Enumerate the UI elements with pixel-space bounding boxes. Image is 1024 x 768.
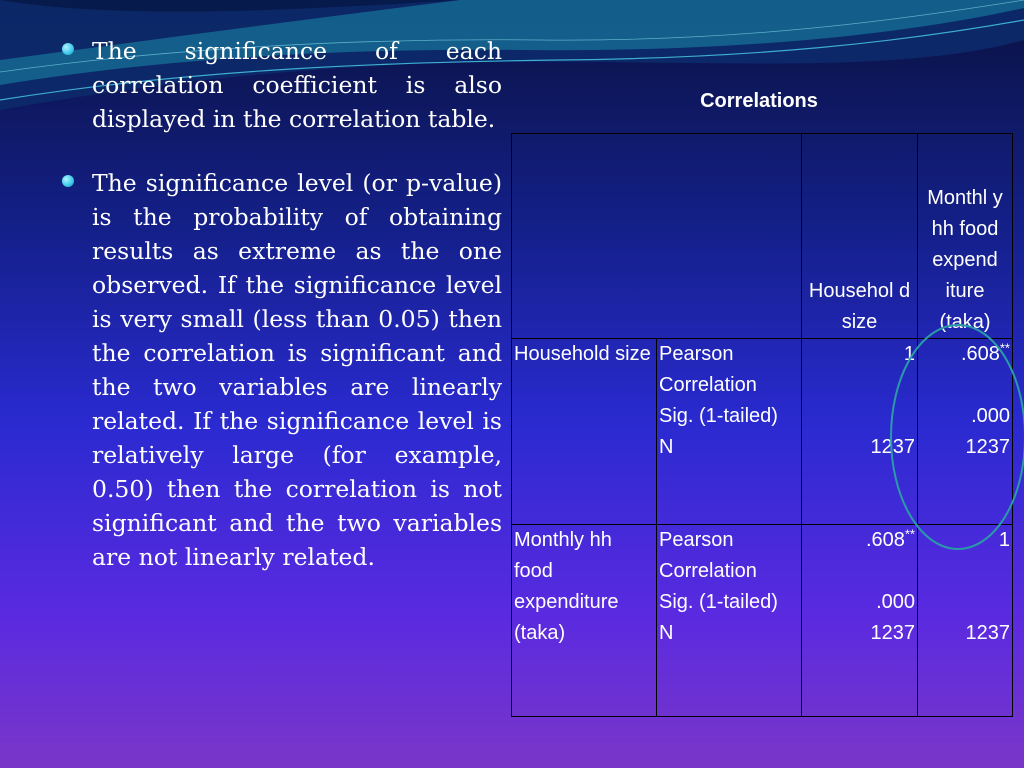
stat-label: N xyxy=(659,622,674,644)
table-row xyxy=(512,339,1013,525)
row-label: Household size xyxy=(512,339,657,525)
sig-value: .000 xyxy=(876,591,915,613)
n-value: 1237 xyxy=(965,436,1010,458)
significance-mark: ** xyxy=(904,526,915,542)
cell-values xyxy=(918,525,1013,717)
table-row xyxy=(512,525,1013,717)
pearson-value xyxy=(804,525,915,556)
bullet-list xyxy=(62,34,502,604)
cell-values xyxy=(802,339,918,525)
spacer xyxy=(804,401,915,432)
cell-values xyxy=(802,525,918,717)
pearson-value: 1 xyxy=(903,343,915,365)
header-monthly-food-expenditure: Monthl y hh food expend iture (taka) xyxy=(918,134,1013,339)
pearson-value: 1 xyxy=(998,529,1010,551)
pearson-text: .608 xyxy=(960,343,1000,365)
n-value: 1237 xyxy=(870,436,915,458)
spacer xyxy=(804,556,915,587)
stat-label: N xyxy=(659,436,674,458)
bullet-text: The significance level (or p-value) is the probability of obtaining results as extreme as the one observed. If the significance level is very small (less than 0.05) then the correlation is significant and the two variables are linearly related. If the significance level is relatively large (for example, 0.50) then the correlation is not significant and the two variables are not linearly related. xyxy=(92,169,502,571)
stat-label: Pearson Correlation xyxy=(659,343,757,396)
pearson-text: .608 xyxy=(865,529,905,551)
sig-value: .000 xyxy=(971,405,1010,427)
bullet-icon xyxy=(62,43,74,55)
bullet-text: The significance of each correlation coefficient is also displayed in the correlation table. xyxy=(92,37,502,133)
table-header-row xyxy=(512,134,1013,339)
stat-labels xyxy=(657,339,802,525)
n-value: 1237 xyxy=(965,622,1010,644)
significance-mark: ** xyxy=(999,340,1010,356)
bullet-item xyxy=(62,34,502,136)
stat-label: Pearson Correlation xyxy=(659,529,757,582)
sig-value xyxy=(920,587,1010,618)
header-household-size: Househol d size xyxy=(802,134,918,339)
pearson-value xyxy=(920,339,1010,370)
cell-values xyxy=(918,339,1013,525)
stat-label: Sig. (1-tailed) xyxy=(659,591,778,613)
spacer xyxy=(920,370,1010,401)
n-value: 1237 xyxy=(870,622,915,644)
sig-value xyxy=(804,370,915,401)
correlation-table xyxy=(511,133,1013,717)
row-label: Monthly hh food expenditure (taka) xyxy=(512,525,657,717)
spacer xyxy=(920,556,1010,587)
stat-label: Sig. (1-tailed) xyxy=(659,405,778,427)
bullet-item xyxy=(62,166,502,574)
header-corner-cell xyxy=(512,134,802,339)
stat-labels xyxy=(657,525,802,717)
bullet-icon xyxy=(62,175,74,187)
table-title: Correlations xyxy=(700,90,818,112)
